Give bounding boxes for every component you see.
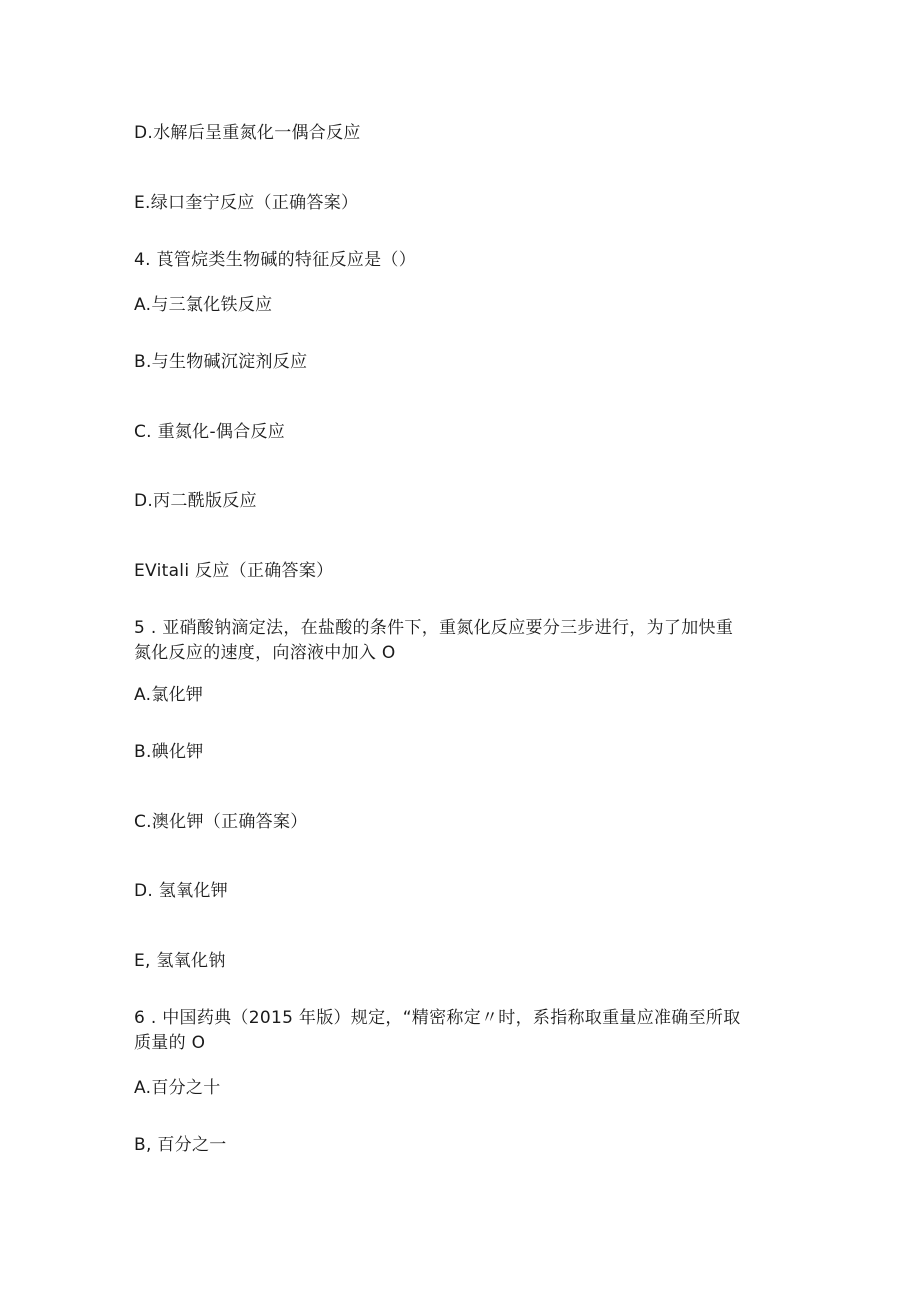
option-a-q6: A.百分之十 [134,1078,221,1098]
option-d-q5: D. 氢氧化钾 [134,881,228,901]
option-e-q5: E, 氢氧化钠 [134,951,226,971]
question-6-line-2: 质量的 O [134,1033,206,1053]
option-b-q5: B.碘化钾 [134,742,204,762]
option-c-q4: C. 重氮化-偶合反应 [134,422,286,442]
option-d-q4: D.丙二酰版反应 [134,491,257,511]
option-b-q4: B.与生物碱沉淀剂反应 [134,352,308,372]
option-d-q3: D.水解后呈重氮化一偶合反应 [134,123,361,143]
option-b-q6: B, 百分之一 [134,1135,227,1155]
question-5-line-2: 氮化反应的速度，向溶液中加入 O [134,643,396,663]
question-5-line-1: 5 . 亚硝酸钠滴定法，在盐酸的条件下，重氮化反应要分三步进行，为了加快重 [134,618,734,638]
option-e-q4: EVitali 反应（正确答案） [134,561,334,581]
question-6-line-1: 6 . 中国药典（2015 年版）规定，“精密称定〃时，系指称取重量应准确至所取 [134,1008,741,1028]
option-a-q4: A.与三氯化铁反应 [134,295,273,315]
option-c-q5: C.澳化钾（正确答案） [134,812,308,832]
question-4: 4. 莨管烷类生物碱的特征反应是（） [134,250,417,270]
option-a-q5: A.氯化钾 [134,685,204,705]
option-e-q3: E.绿口奎宁反应（正确答案） [134,193,359,213]
